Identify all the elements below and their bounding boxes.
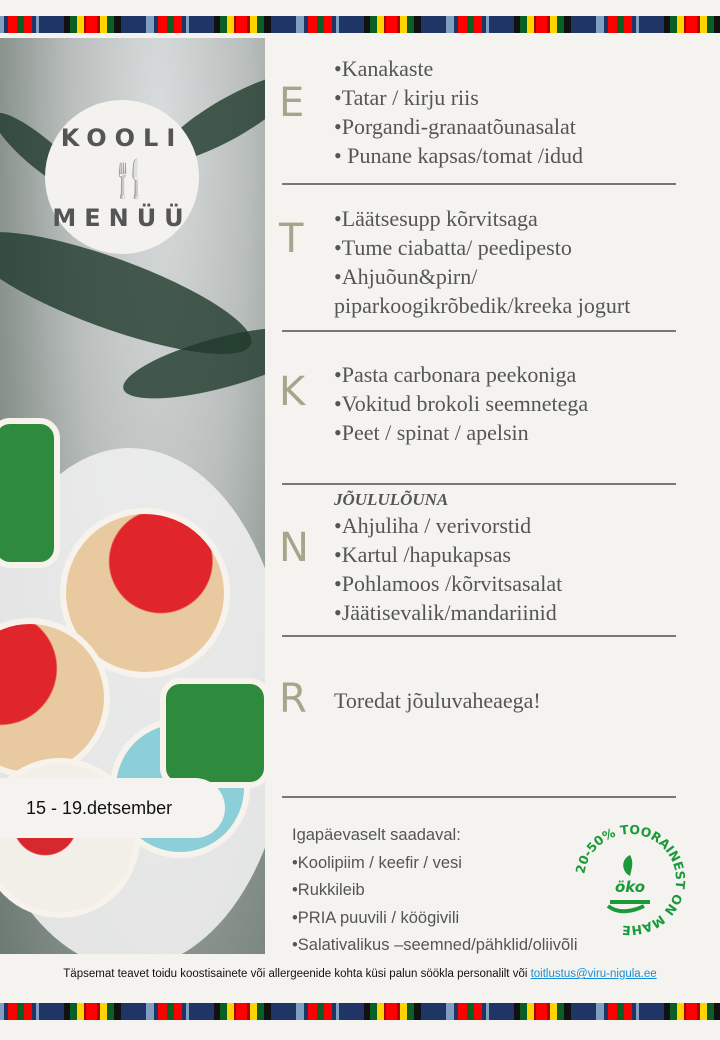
day-letter-n: N: [279, 525, 309, 571]
menu-item: Toredat jõuluvaheaega!: [334, 688, 541, 713]
daily-available: [292, 822, 578, 960]
fork-knife-icon: 🍴: [107, 159, 152, 200]
daily-item: •Salativalikus –seemned/pähklid/oliivõli: [292, 936, 578, 954]
divider: [282, 183, 676, 185]
daily-item: •Rukkileib: [292, 881, 365, 899]
menu-item: •Läätsesupp kõrvitsaga: [334, 206, 538, 231]
top-stripe: [0, 16, 720, 33]
menu-item: • Punane kapsas/tomat /idud: [334, 143, 584, 168]
daily-item: •Koolipiim / keefir / vesi: [292, 853, 462, 872]
menu-item: •Porgandi-granaatõunasalat: [334, 114, 576, 139]
day-menu-k: [334, 360, 588, 447]
day-menu-t: [334, 204, 630, 320]
day-letter-t: T: [279, 216, 304, 262]
hand-icon: [608, 902, 650, 911]
menu-item: •Peet / spinat / apelsin: [334, 420, 529, 445]
leaf-icon: [623, 855, 632, 876]
menu-item: •Ahjuõun&pirn/: [334, 264, 478, 289]
date-range: 15 - 19.detsember: [0, 778, 225, 838]
menu-item: piparkoogikrõbedik/kreeka jogurt: [334, 293, 631, 318]
menu-item: •Jäätisevalik/mandariinid: [334, 600, 557, 625]
logo-top-text: KOOLI: [60, 124, 184, 152]
menu-item: •Pasta carbonara peekoniga: [334, 362, 577, 387]
daily-title: Igapäevaselt saadaval:: [292, 826, 461, 844]
day-menu-r: [334, 686, 541, 715]
divider: [282, 483, 676, 485]
menu-item: •Tume ciabatta/ peedipesto: [334, 235, 572, 260]
email-link[interactable]: toitlustus@viru-nigula.ee: [530, 968, 657, 980]
divider: [282, 635, 676, 637]
footer-note: [0, 968, 720, 980]
menu-item: •Vokitud brokoli seemnetega: [334, 391, 589, 416]
menu-item: •Kartul /hapukapsas: [334, 542, 511, 567]
menu-header: JÕULULÕUNA: [334, 490, 449, 509]
kooli-menuu-logo: [45, 100, 199, 254]
day-menu-e: [334, 54, 583, 170]
menu-item: •Tatar / kirju riis: [334, 85, 479, 110]
eco-badge: [570, 820, 690, 940]
daily-item: •PRIA puuvili / köögivili: [292, 908, 460, 927]
eco-ring-text: 20-50% TOORAINEST ON MAHE: [572, 821, 689, 939]
day-letter-k: K: [279, 369, 306, 415]
day-menu-n: [334, 489, 562, 627]
logo-bottom-text: MENÜÜ: [52, 204, 192, 232]
day-letter-r: R: [279, 676, 307, 722]
footer-text: Täpsemat teavet toidu koostisainete või allergeenide kohta küsi palun söökla personalilt või: [63, 968, 531, 980]
menu-item: •Ahjuliha / verivorstid: [334, 513, 532, 538]
bottom-stripe: [0, 1003, 720, 1020]
day-letter-e: E: [279, 80, 305, 126]
divider: [282, 330, 676, 332]
eco-center-text: öko: [614, 878, 646, 896]
menu-item: •Kanakaste: [334, 56, 434, 81]
divider: [282, 796, 676, 798]
menu-item: •Pohlamoos /kõrvitsasalat: [334, 571, 563, 596]
